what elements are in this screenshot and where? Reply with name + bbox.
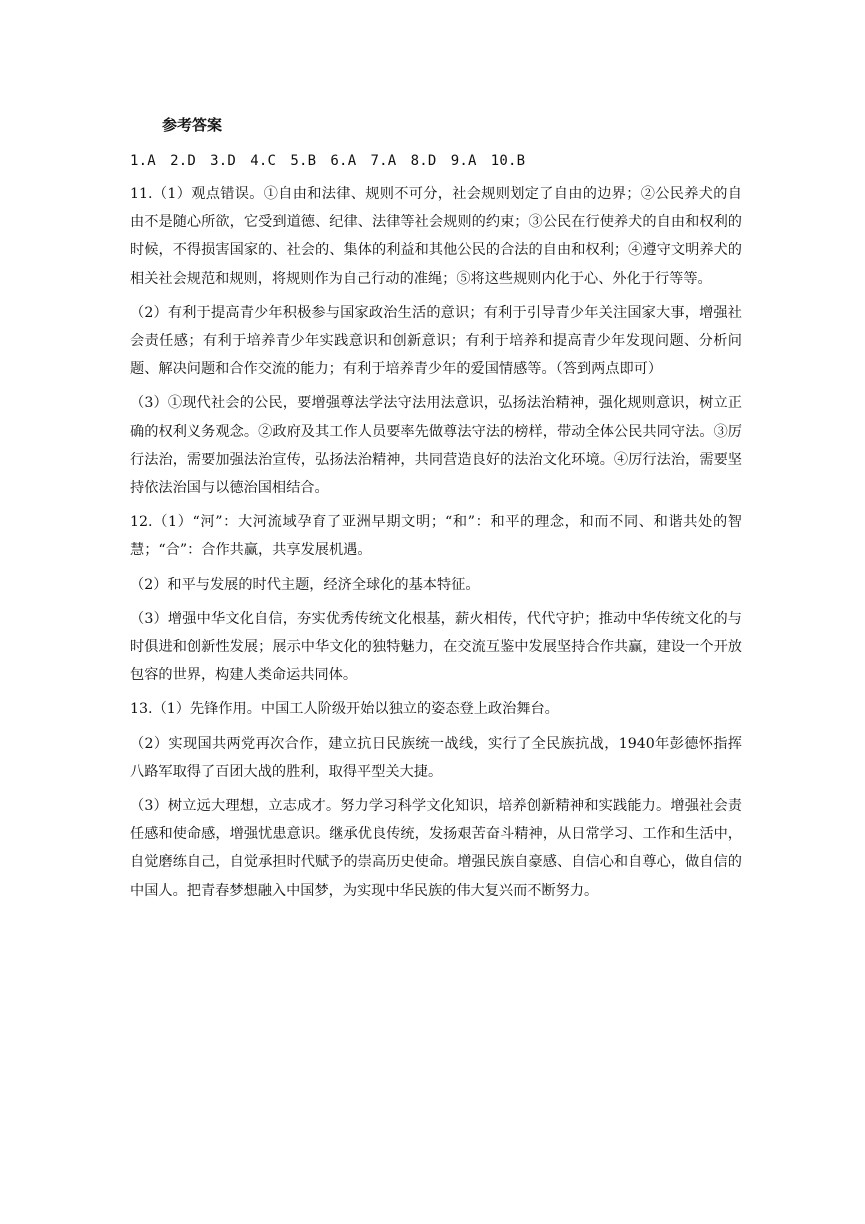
- multiple-choice-answers: 1.A 2.D 3.D 4.C 5.B 6.A 7.A 8.D 9.A 10.B: [130, 153, 526, 169]
- answer-content: [130, 112, 742, 911]
- answer-11-part-3: （3）①现代社会的公民，要增强尊法学法守法用法意识，弘扬法治精神，强化规则意识，树立正确的权利义务观念。②政府及其工作人员要率先做尊法守法的榜样，带动全体公民共同守法。③厉行法治，需要加强法治宣传，弘扬法治精神，共同营造良好的法治文化环境。④厉行法治，需要坚持依法治国与以德治国相结合。: [130, 395, 742, 497]
- answer-12-part-3: （3）增强中华文化自信，夯实优秀传统文化根基，薪火相传，代代守护；推动中华传统文化的与时俱进和创新性发展；展示中华文化的独特魅力，在交流互鉴中发展坚持合作共赢，建设一个开放包容的世界，构建人类命运共同体。: [130, 610, 742, 684]
- answer-13-part-3: （3）树立远大理想，立志成才。努力学习科学文化知识，培养创新精神和实践能力。增强社会责任感和使命感，增强忧患意识。继承优良传统，发扬艰苦奋斗精神，从日常学习、工作和生活中，自觉磨练自己，自觉承担时代赋予的崇高历史使命。增强民族自豪感、自信心和自尊心，做自信的中国人。把青春梦想融入中国梦，为实现中华民族的伟大复兴而不断努力。: [130, 798, 742, 899]
- page-title: 参考答案: [162, 116, 223, 134]
- answer-11-part-1: 11.（1）观点错误。①自由和法律、规则不可分，社会规则划定了自由的边界；②公民养犬的自由不是随心所欲，它受到道德、纪律、法律等社会规则的约束；③公民在行使养犬的自由和权利的时候，不得损害国家的、社会的、集体的利益和其他公民的合法的自由和权利；④遵守文明养犬的相关社会规范和规则，将规则作为自己行动的准绳；⑤将这些规则内化于心、外化于行等等。: [130, 186, 742, 287]
- answer-12-part-1: 12.（1）“河”：大河流域孕育了亚洲早期文明；“和”：和平的理念，和而不同、和谐共处的智慧；“合”：合作共赢，共享发展机遇。: [130, 514, 742, 559]
- answer-13-part-1: 13.（1）先锋作用。中国工人阶级开始以独立的姿态登上政治舞台。: [130, 701, 559, 718]
- answer-13-part-2: （2）实现国共两党再次合作，建立抗日民族统一战线，实行了全民族抗战，1940年彭德怀指挥八路军取得了百团大战的胜利，取得平型关大捷。: [130, 735, 742, 780]
- answer-11-part-2: （2）有利于提高青少年积极参与国家政治生活的意识；有利于引导青少年关注国家大事，增强社会责任感；有利于培养青少年实践意识和创新意识；有利于培养和提高青少年发现问题、分析问题、解决问题和合作交流的能力；有利于培养青少年的爱国情感等。（答到两点即可）: [130, 304, 742, 378]
- answer-12-part-2: （2）和平与发展的时代主题，经济全球化的基本特征。: [130, 576, 480, 593]
